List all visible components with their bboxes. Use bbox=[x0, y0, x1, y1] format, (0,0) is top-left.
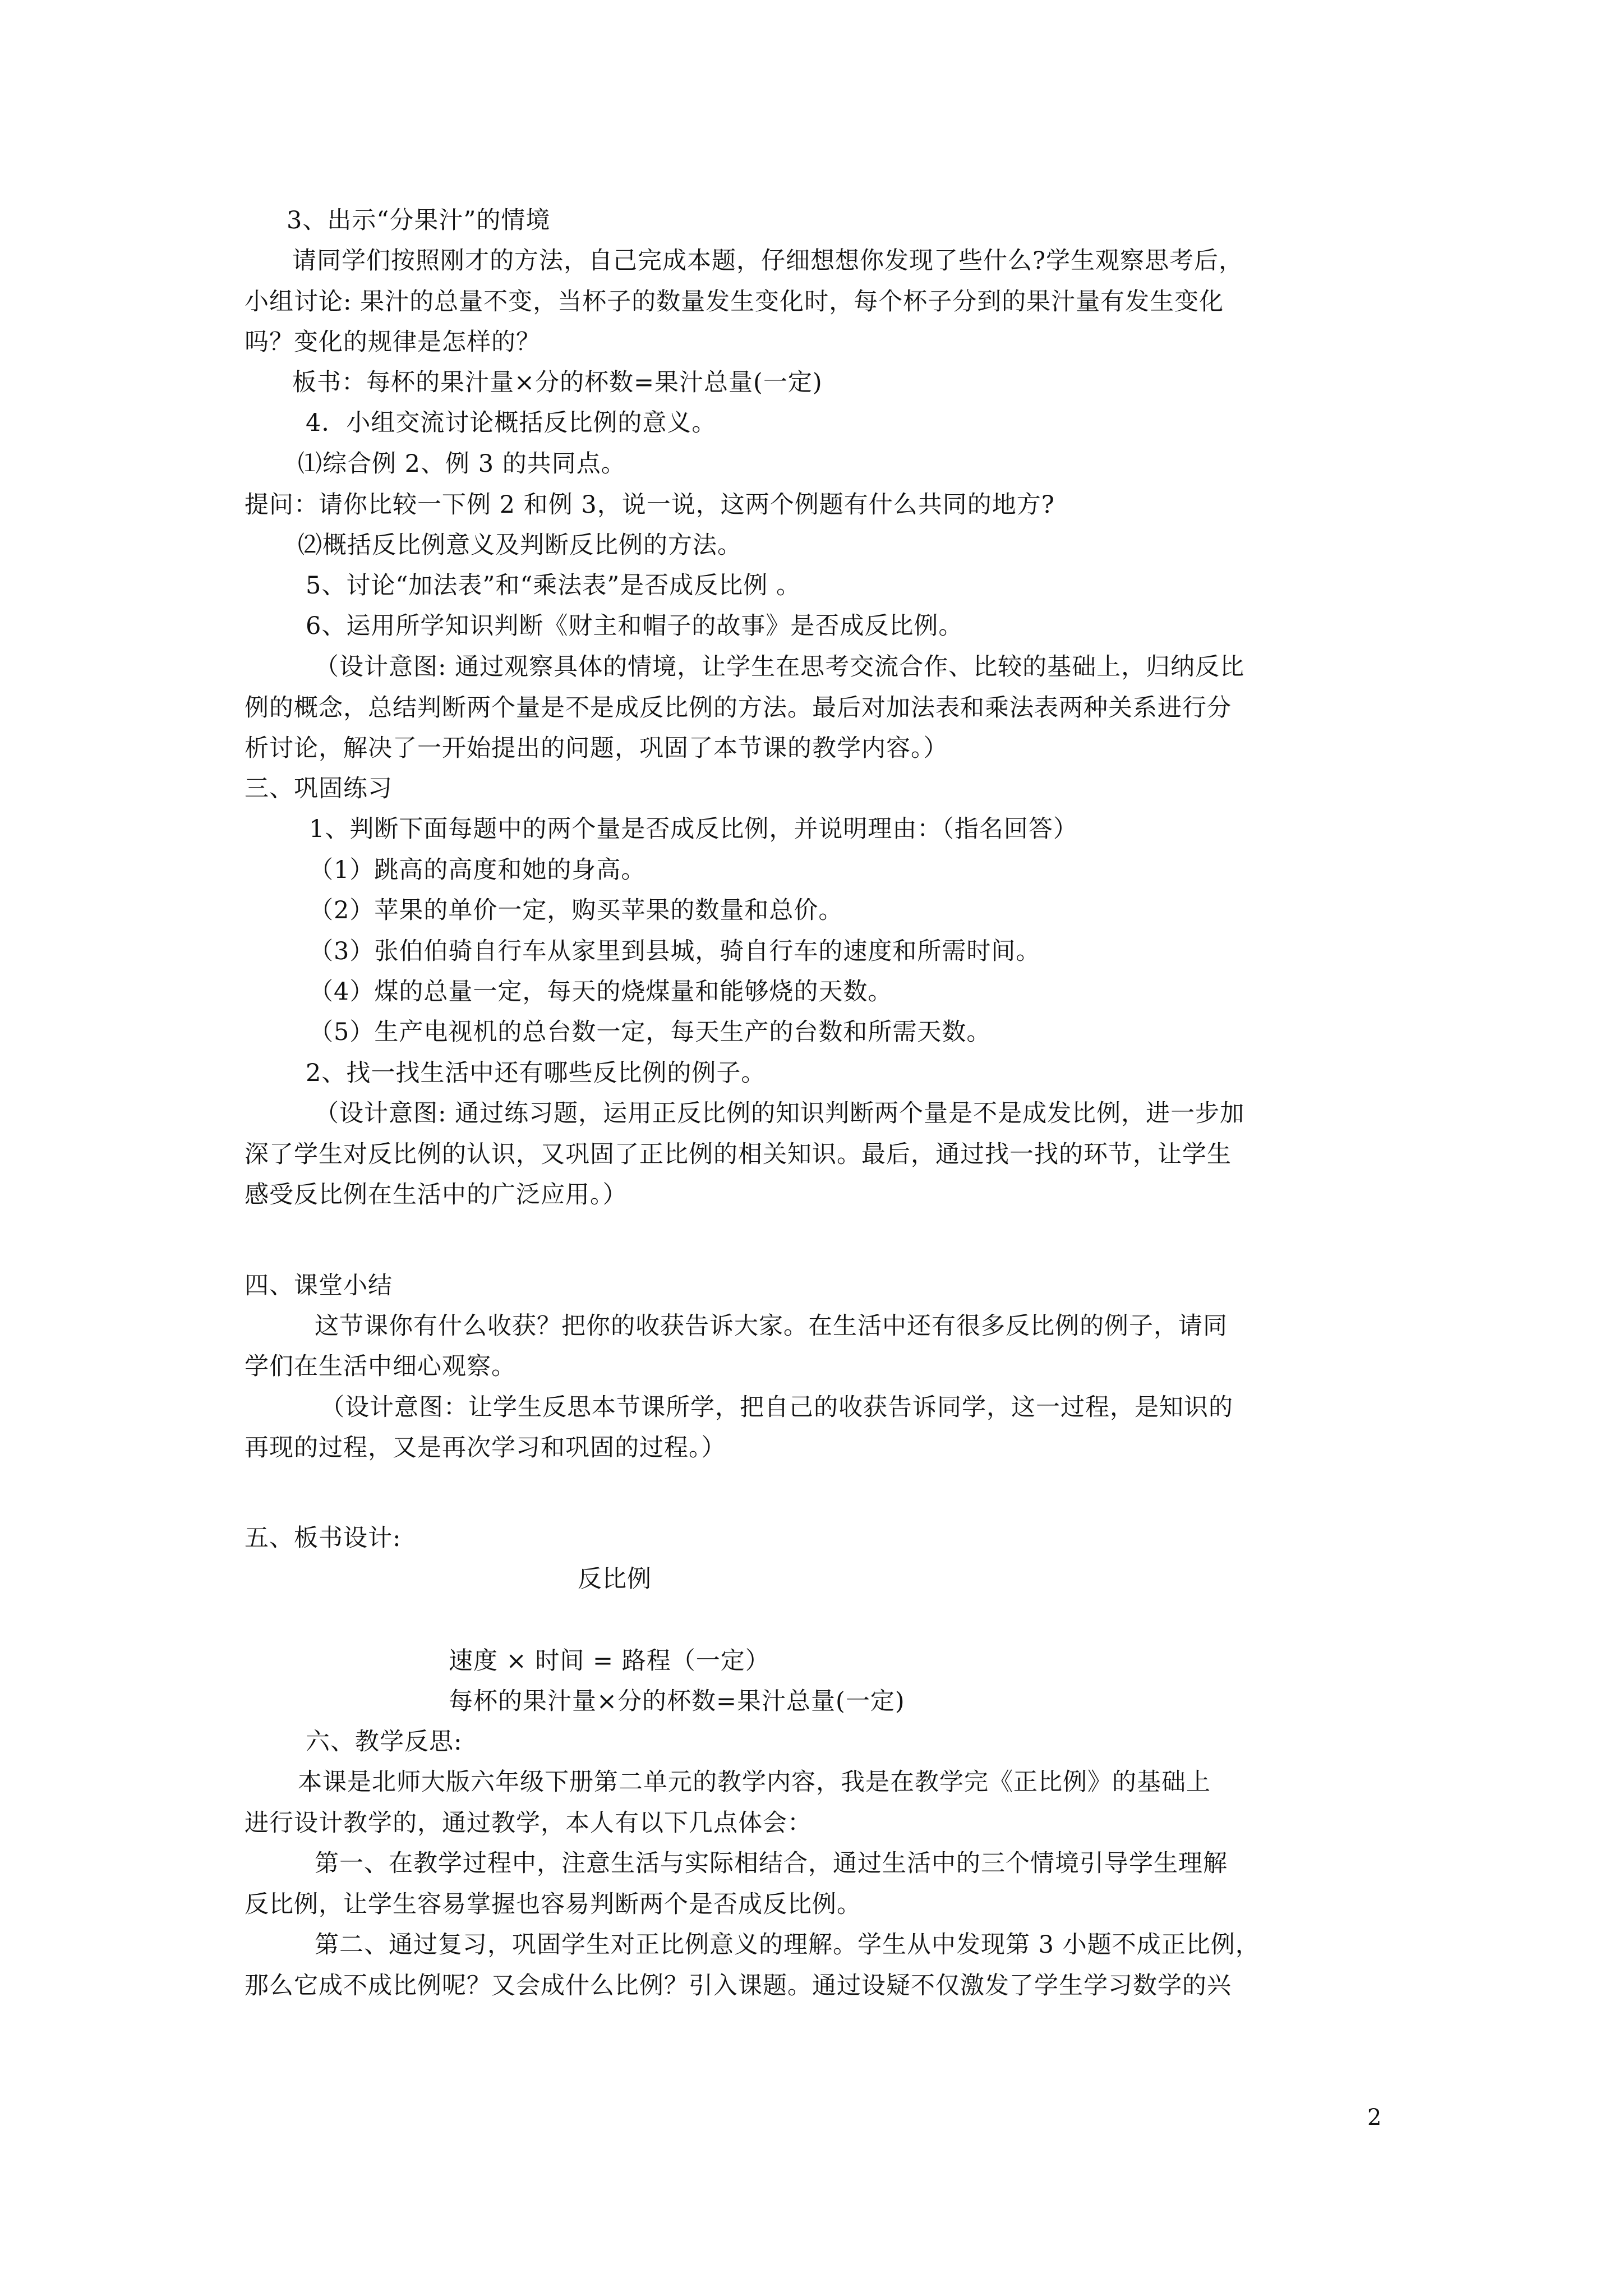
text-line: 第一、在教学过程中，注意生活与实际相结合，通过生活中的三个情境引导学生理解 bbox=[315, 1849, 1228, 1878]
text-line: （2）苹果的单价一定，购买苹果的数量和总价。 bbox=[309, 896, 843, 924]
text-line: 感受反比例在生活中的广泛应用。） bbox=[245, 1181, 628, 1209]
text-line: 例的概念，总结判断两个量是不是成反比例的方法。最后对加法表和乘法表两种关系进行分 bbox=[245, 694, 1232, 722]
text-line: 析讨论，解决了一开始提出的问题，巩固了本节课的教学内容。） bbox=[245, 734, 948, 762]
text-line: 再现的过程，又是再次学习和巩固的过程。） bbox=[245, 1434, 726, 1462]
text-line: 4．小组交流讨论概括反比例的意义。 bbox=[306, 409, 717, 437]
text-line: 提问：请你比较一下例 2 和例 3，说一说，这两个例题有什么共同的地方? bbox=[245, 491, 1055, 519]
text-line: 那么它成不成比例呢？又会成什么比例？引入课题。通过设疑不仅激发了学生学习数学的兴 bbox=[245, 1972, 1232, 2000]
text-line: 这节课你有什么收获？把你的收获告诉大家。在生活中还有很多反比例的例子，请同 bbox=[315, 1312, 1228, 1340]
text-line: （设计意图: 通过练习题，运用正反比例的知识判断两个量是不是成发比例，进一步加 bbox=[315, 1099, 1245, 1128]
text-line: 学们在生活中细心观察。 bbox=[245, 1352, 516, 1381]
text-line: ⑵概括反比例意义及判断反比例的方法。 bbox=[298, 531, 742, 559]
text-line: 小组讨论: 果汁的总量不变，当杯子的数量发生变化时，每个杯子分到的果汁量有发生变化 bbox=[245, 288, 1224, 316]
text-line: 本课是北师大版六年级下册第二单元的教学内容，我是在教学完《正比例》的基础上 bbox=[298, 1768, 1211, 1796]
text-line: （3）张伯伯骑自行车从家里到县城，骑自行车的速度和所需时间。 bbox=[309, 937, 1041, 965]
text-line: 三、巩固练习 bbox=[245, 775, 393, 803]
text-line: （5）生产电视机的总台数一定，每天生产的台数和所需天数。 bbox=[309, 1018, 992, 1046]
text-line: （设计意图: 通过观察具体的情境，让学生在思考交流合作、比较的基础上，归纳反比 bbox=[315, 653, 1245, 681]
text-line: 请同学们按照刚才的方法，自己完成本题，仔细想想你发现了些什么?学生观察思考后， bbox=[292, 247, 1244, 275]
text-line: 吗？变化的规律是怎样的？ bbox=[245, 328, 541, 356]
board-formula: 每杯的果汁量×分的杯数=果汁总量(一定) bbox=[449, 1687, 905, 1715]
text-line: 5、讨论“加法表”和“乘法表”是否成反比例 。 bbox=[306, 572, 801, 600]
text-line: 6、运用所学知识判断《财主和帽子的故事》是否成反比例。 bbox=[306, 612, 963, 640]
text-line: 六、教学反思: bbox=[306, 1728, 463, 1756]
board-formula: 速度 × 时间 = 路程（一定） bbox=[449, 1647, 770, 1675]
text-line: 1、判断下面每题中的两个量是否成反比例，并说明理由：（指名回答） bbox=[309, 815, 1078, 843]
text-line: 3、出示“分果汁”的情境 bbox=[287, 206, 551, 234]
board-title: 反比例 bbox=[578, 1565, 652, 1593]
text-line: ⑴综合例 2、例 3 的共同点。 bbox=[298, 450, 626, 478]
page-number: 2 bbox=[1367, 2105, 1382, 2131]
text-line: （1）跳高的高度和她的身高。 bbox=[309, 856, 646, 884]
text-line: 五、板书设计: bbox=[245, 1524, 402, 1552]
text-line: （设计意图：让学生反思本节课所学，把自己的收获告诉同学，这一过程，是知识的 bbox=[320, 1393, 1233, 1421]
text-line: 深了学生对反比例的认识，又巩固了正比例的相关知识。最后，通过找一找的环节，让学生 bbox=[245, 1140, 1232, 1168]
text-line: 第二、通过复习，巩固学生对正比例意义的理解。学生从中发现第 3 小题不成正比例， bbox=[315, 1931, 1260, 1959]
text-line: 板书：每杯的果汁量×分的杯数=果汁总量(一定) bbox=[292, 369, 823, 397]
text-line: 进行设计教学的，通过教学，本人有以下几点体会： bbox=[245, 1809, 812, 1837]
text-line: 2、找一找生活中还有哪些反比例的例子。 bbox=[306, 1059, 766, 1087]
text-line: 四、课堂小结 bbox=[245, 1272, 393, 1300]
text-line: 反比例，让学生容易掌握也容易判断两个是否成反比例。 bbox=[245, 1890, 861, 1918]
text-line: （4）煤的总量一定，每天的烧煤量和能够烧的天数。 bbox=[309, 978, 893, 1006]
